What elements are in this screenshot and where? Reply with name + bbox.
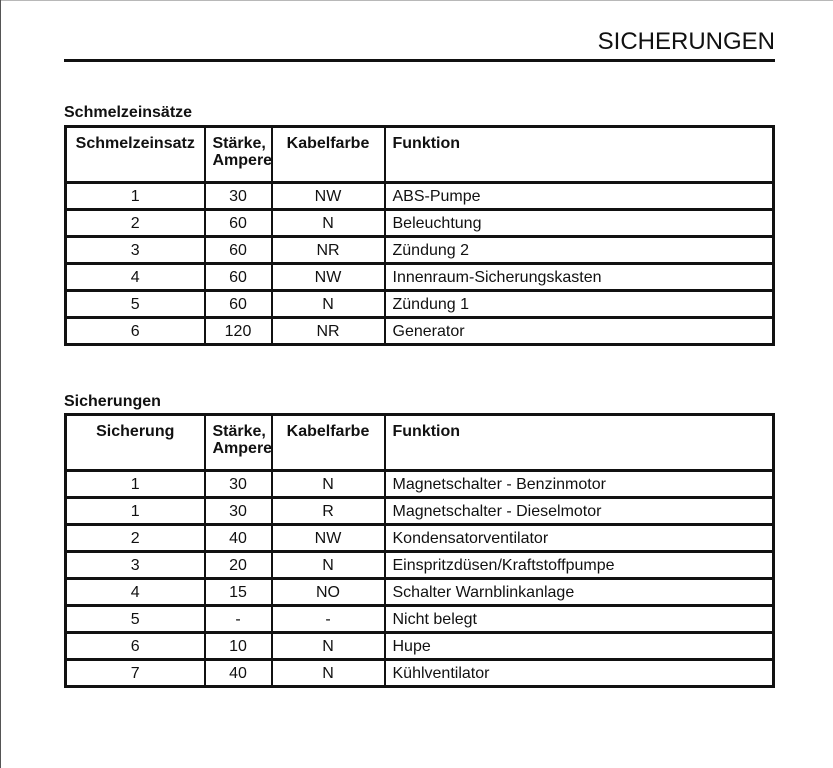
- cell-kabelfarbe: N: [272, 210, 385, 237]
- table-row: [66, 210, 774, 237]
- section-heading-sicherungen: Sicherungen: [64, 393, 161, 410]
- page-top-border: [0, 0, 833, 1]
- cell-ampere: 15: [205, 579, 272, 606]
- table-row: [66, 318, 774, 345]
- cell-kabelfarbe: N: [272, 660, 385, 687]
- cell-kabelfarbe: NW: [272, 183, 385, 210]
- cell-ampere: 30: [205, 498, 272, 525]
- table-header-row: [66, 127, 774, 183]
- cell-kabelfarbe: N: [272, 291, 385, 318]
- fusible-links-table: [64, 125, 775, 346]
- column-header-ampere: Stärke, Ampere: [205, 127, 272, 183]
- page-left-border: [0, 0, 1, 768]
- cell-ampere: 60: [205, 264, 272, 291]
- cell-funktion: Hupe: [385, 633, 774, 660]
- cell-kabelfarbe: N: [272, 471, 385, 498]
- fuses-table: [64, 413, 775, 688]
- column-header-funktion: Funktion: [385, 415, 774, 471]
- cell-nr: 6: [66, 633, 205, 660]
- cell-funktion: Magnetschalter - Benzinmotor: [385, 471, 774, 498]
- cell-funktion: Einspritzdüsen/Kraftstoffpumpe: [385, 552, 774, 579]
- cell-ampere: 120: [205, 318, 272, 345]
- cell-funktion: ABS-Pumpe: [385, 183, 774, 210]
- cell-funktion: Zündung 2: [385, 237, 774, 264]
- cell-ampere: 60: [205, 291, 272, 318]
- table-row: [66, 291, 774, 318]
- table-row: [66, 237, 774, 264]
- cell-kabelfarbe: -: [272, 606, 385, 633]
- table-row: [66, 552, 774, 579]
- cell-nr: 4: [66, 264, 205, 291]
- cell-nr: 3: [66, 237, 205, 264]
- table-row: [66, 471, 774, 498]
- cell-kabelfarbe: N: [272, 633, 385, 660]
- column-header-nr: Schmelzeinsatz: [66, 127, 205, 183]
- table-row: [66, 264, 774, 291]
- cell-kabelfarbe: NO: [272, 579, 385, 606]
- cell-ampere: 20: [205, 552, 272, 579]
- cell-funktion: Generator: [385, 318, 774, 345]
- cell-funktion: Kondensatorventilator: [385, 525, 774, 552]
- cell-nr: 5: [66, 291, 205, 318]
- cell-ampere: -: [205, 606, 272, 633]
- cell-kabelfarbe: N: [272, 552, 385, 579]
- cell-funktion: Zündung 1: [385, 291, 774, 318]
- cell-nr: 5: [66, 606, 205, 633]
- cell-funktion: Kühlventilator: [385, 660, 774, 687]
- cell-kabelfarbe: NR: [272, 237, 385, 264]
- column-header-kabelfarbe: Kabelfarbe: [272, 127, 385, 183]
- table-row: [66, 660, 774, 687]
- cell-nr: 4: [66, 579, 205, 606]
- cell-funktion: Innenraum-Sicherungskasten: [385, 264, 774, 291]
- table-row: [66, 579, 774, 606]
- table-row: [66, 633, 774, 660]
- cell-ampere: 30: [205, 471, 272, 498]
- table-row: [66, 606, 774, 633]
- cell-kabelfarbe: R: [272, 498, 385, 525]
- cell-ampere: 40: [205, 525, 272, 552]
- table-row: [66, 525, 774, 552]
- column-header-nr: Sicherung: [66, 415, 205, 471]
- column-header-funktion: Funktion: [385, 127, 774, 183]
- table-row: [66, 183, 774, 210]
- cell-funktion: Schalter Warnblinkanlage: [385, 579, 774, 606]
- cell-funktion: Nicht belegt: [385, 606, 774, 633]
- table-row: [66, 498, 774, 525]
- cell-funktion: Beleuchtung: [385, 210, 774, 237]
- cell-nr: 2: [66, 210, 205, 237]
- cell-ampere: 60: [205, 237, 272, 264]
- cell-nr: 1: [66, 471, 205, 498]
- column-header-ampere: Stärke, Ampere: [205, 415, 272, 471]
- cell-ampere: 60: [205, 210, 272, 237]
- cell-ampere: 10: [205, 633, 272, 660]
- cell-nr: 3: [66, 552, 205, 579]
- cell-nr: 6: [66, 318, 205, 345]
- cell-nr: 1: [66, 183, 205, 210]
- cell-ampere: 30: [205, 183, 272, 210]
- cell-nr: 7: [66, 660, 205, 687]
- table-header-row: [66, 415, 774, 471]
- cell-kabelfarbe: NW: [272, 525, 385, 552]
- cell-nr: 2: [66, 525, 205, 552]
- cell-funktion: Magnetschalter - Dieselmotor: [385, 498, 774, 525]
- cell-kabelfarbe: NW: [272, 264, 385, 291]
- page-title: SICHERUNGEN: [597, 28, 775, 55]
- cell-ampere: 40: [205, 660, 272, 687]
- title-rule: [64, 59, 775, 62]
- column-header-kabelfarbe: Kabelfarbe: [272, 415, 385, 471]
- cell-nr: 1: [66, 498, 205, 525]
- cell-kabelfarbe: NR: [272, 318, 385, 345]
- section-heading-schmelzeinsaetze: Schmelzeinsätze: [64, 104, 193, 121]
